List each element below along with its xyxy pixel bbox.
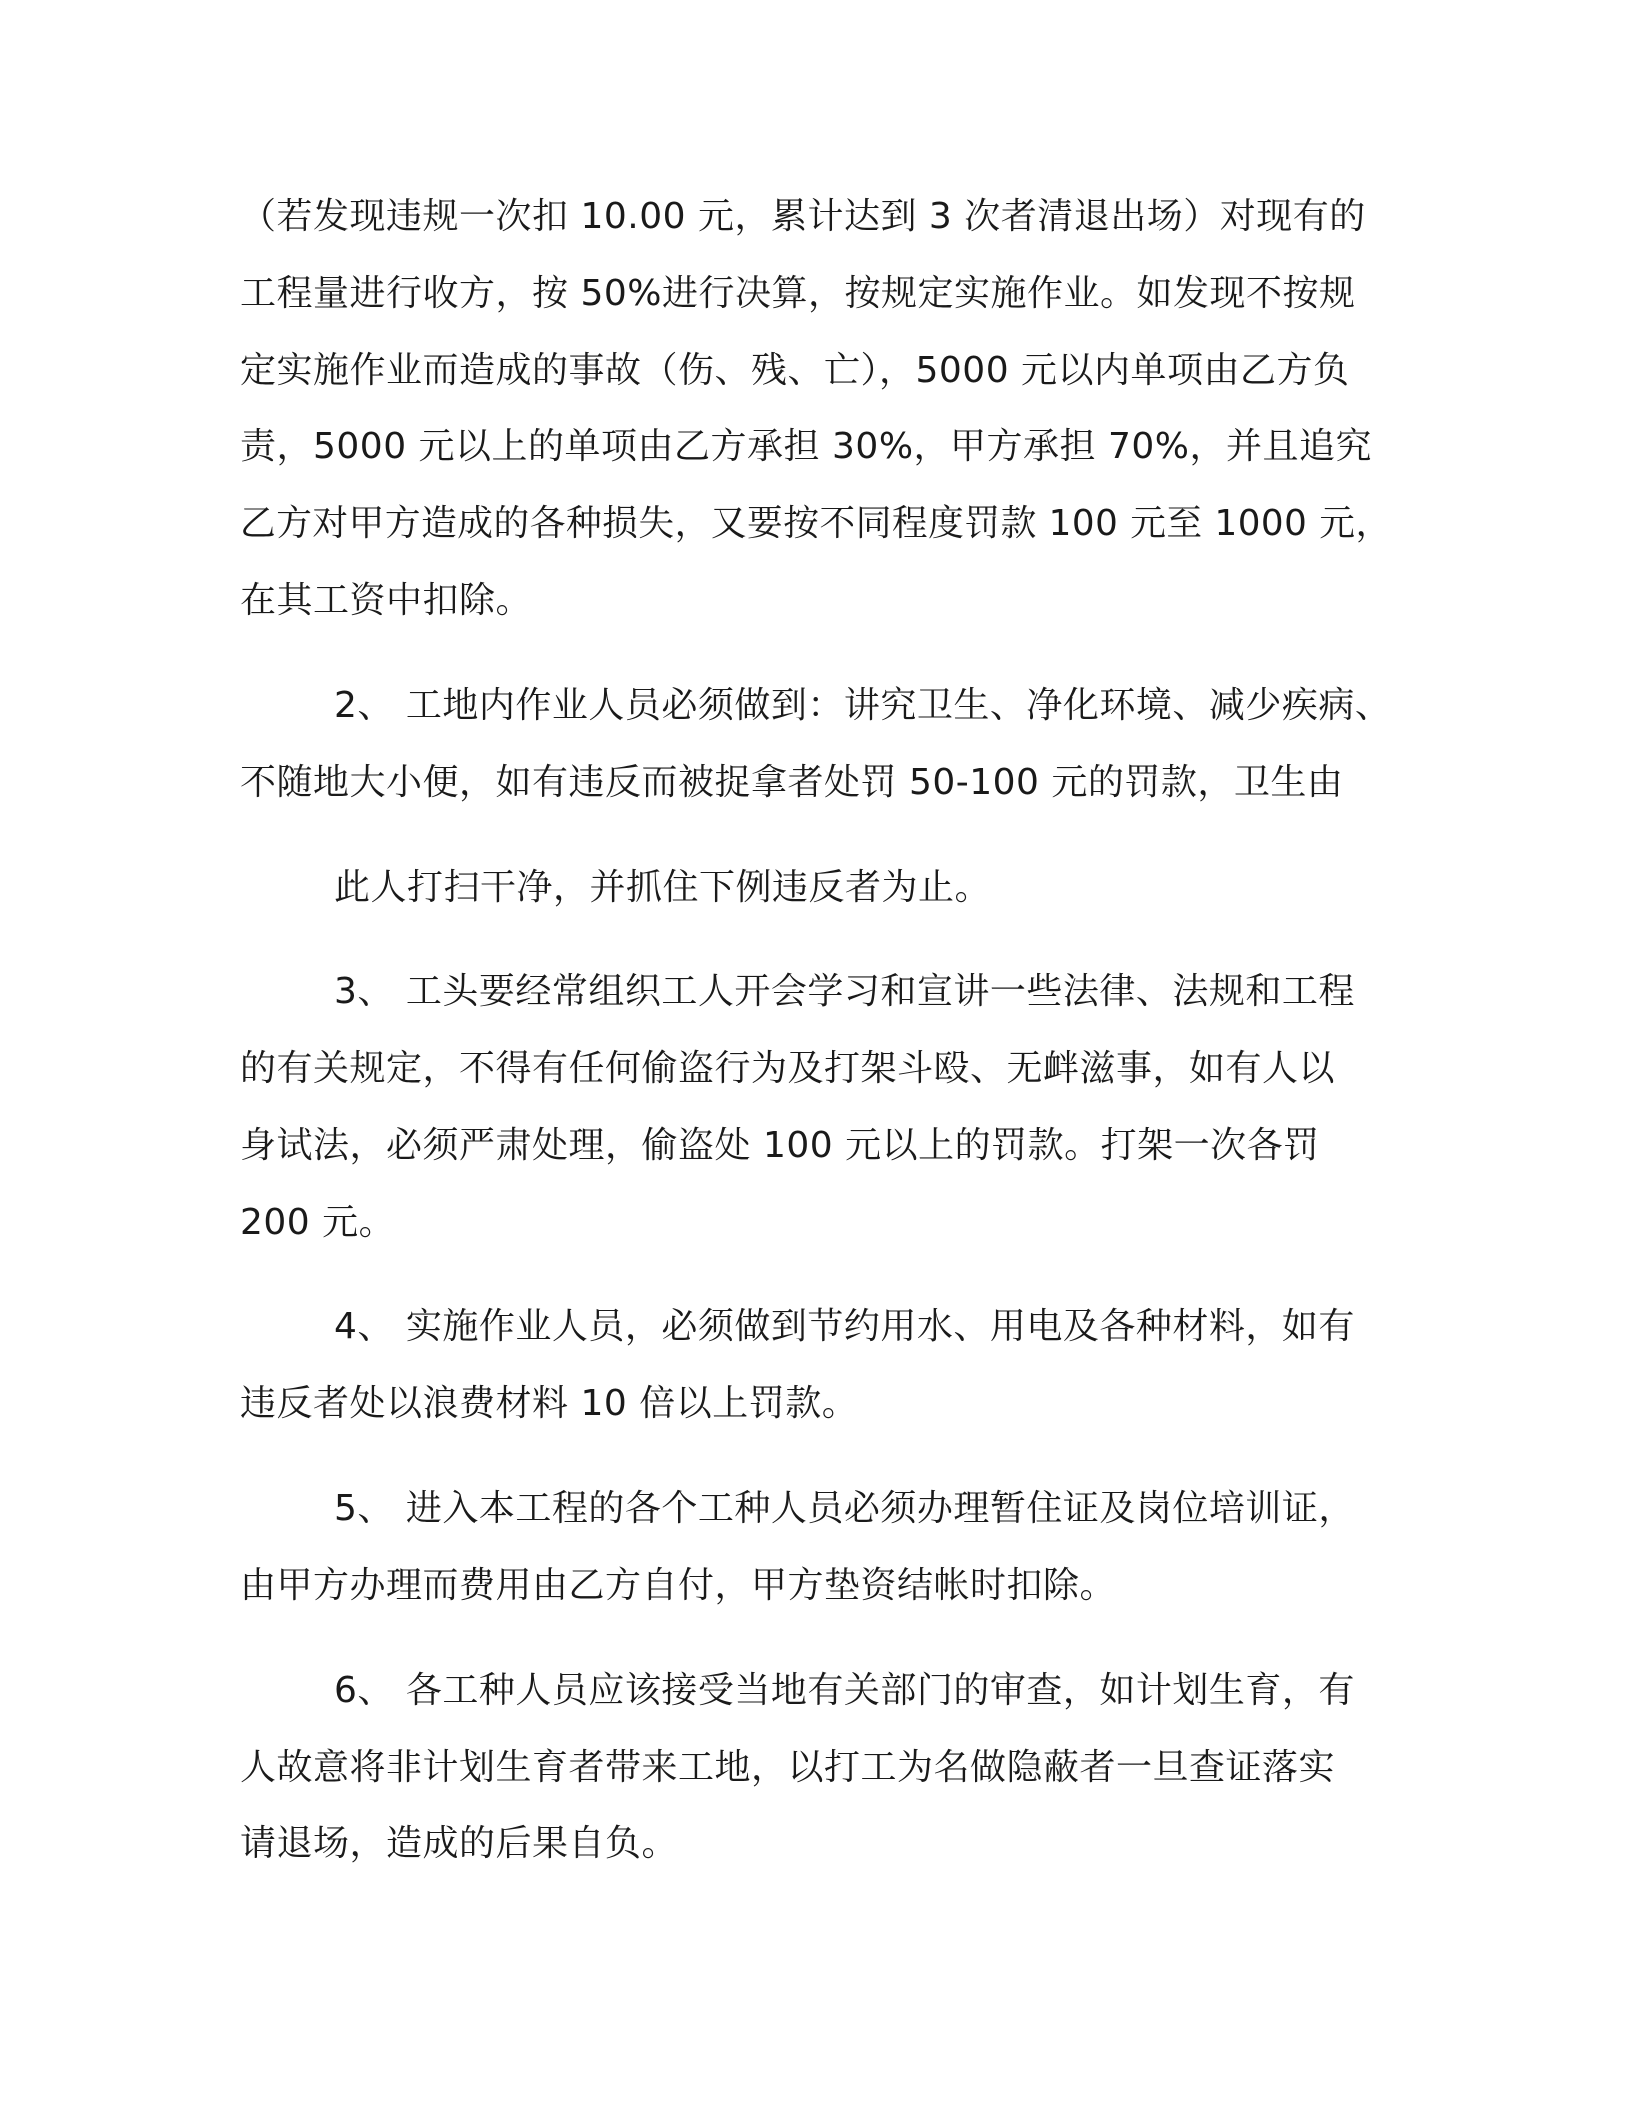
text-line: （若发现违规一次扣 10.00 元，累计达到 3 次者清退出场）对现有的 xyxy=(240,196,1366,237)
text-line: 乙方对甲方造成的各种损失，又要按不同程度罚款 100 元至 1000 元， xyxy=(240,503,1392,544)
text-line: 不随地大小便，如有违反而被捉拿者处罚 50-100 元的罚款，卫生由 xyxy=(240,762,1344,803)
text-line: 请退场，造成的后果自负。 xyxy=(240,1823,679,1864)
text-line: 的有关规定，不得有任何偷盗行为及打架斗殴、无衅滋事，如有人以 xyxy=(240,1048,1336,1089)
numbered-item-3: 3、 工头要经常组织工人开会学习和宣讲一些法律、法规和工程 xyxy=(334,971,1355,1012)
numbered-item-6: 6、 各工种人员应该接受当地有关部门的审查，如计划生育，有 xyxy=(334,1670,1355,1711)
text-line: 责，5000 元以上的单项由乙方承担 30%，甲方承担 70%，并且追究 xyxy=(240,426,1372,467)
numbered-item-5: 5、 进入本工程的各个工种人员必须办理暂住证及岗位培训证， xyxy=(334,1488,1355,1529)
text-line: 定实施作业而造成的事故（伤、残、亡），5000 元以内单项由乙方负 xyxy=(240,350,1350,391)
text-line: 在其工资中扣除。 xyxy=(240,580,533,621)
text-line: 身试法，必须严肃处理，偷盗处 100 元以上的罚款。打架一次各罚 xyxy=(240,1125,1320,1166)
text-line: 由甲方办理而费用由乙方自付，甲方垫资结帐时扣除。 xyxy=(240,1565,1117,1606)
text-line: 此人打扫干净，并抓住下例违反者为止。 xyxy=(334,867,992,908)
text-line: 违反者处以浪费材料 10 倍以上罚款。 xyxy=(240,1383,859,1424)
numbered-item-4: 4、 实施作业人员，必须做到节约用水、用电及各种材料，如有 xyxy=(334,1306,1355,1347)
text-line: 200 元。 xyxy=(240,1202,396,1243)
numbered-item-2: 2、 工地内作业人员必须做到：讲究卫生、净化环境、减少疾病、 xyxy=(334,685,1392,726)
text-line: 工程量进行收方，按 50%进行决算，按规定实施作业。如发现不按规 xyxy=(240,273,1356,314)
text-line: 人故意将非计划生育者带来工地，以打工为名做隐蔽者一旦查证落实 xyxy=(240,1747,1336,1788)
